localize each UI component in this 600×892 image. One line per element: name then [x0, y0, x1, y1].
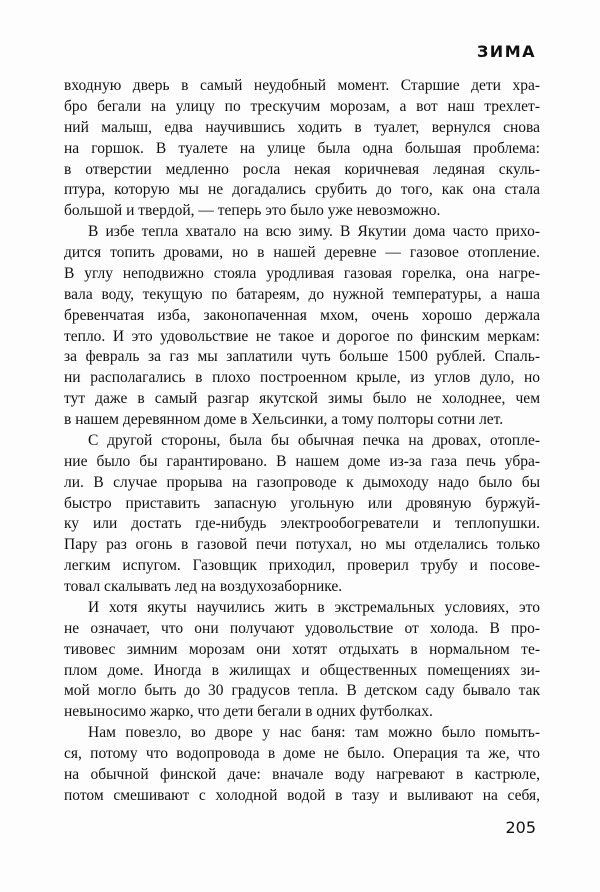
text-line: птура, которую мы не догадались срубить до того, как она стала — [64, 181, 540, 199]
text-line: бревенчатая изба, законопаченная мхом, очень хорошо держала — [64, 306, 540, 324]
text-line: легким испугом. Газовщик приходил, проверил трубу и посове- — [64, 557, 540, 575]
text-line: ние было бы гарантировано. В нашем доме из-за газа печь убра- — [64, 452, 540, 470]
paragraph — [64, 598, 540, 723]
text-line: в нашем деревянном доме в Хельсинки, а тому полторы сотни лет. — [64, 411, 504, 428]
text-line: быстро приставить запасную угольную или дровяную буржуй- — [64, 494, 540, 512]
text-line: дится топить дровами, но в нашей деревне — газовое отопление. — [64, 244, 540, 261]
text-line: в отверстии медленно росла некая коричневая ледяная скуль- — [64, 160, 540, 178]
paragraph — [64, 222, 540, 431]
text-line: ли. В случае прорыва на газопроводе к дымоходу надо было бы — [64, 473, 540, 491]
paragraph — [64, 76, 540, 222]
text-line: товал скалывать лед на воздухозаборнике. — [64, 578, 343, 595]
text-line: мой могло быть до 30 градусов тепла. В детском саду бывало так — [64, 682, 540, 700]
text-line: большой и твердой, — теперь это было уже невозможно. — [64, 202, 441, 220]
text-line: В избе тепла хватало на всю зиму. В Якутии дома часто прихо- — [88, 223, 540, 241]
text-line: за февраль за газ мы заплатили чуть больше 1500 рублей. Спаль- — [64, 348, 540, 366]
text-line: Пару раз огонь в газовой печи потухал, но мы отделались только — [64, 536, 540, 554]
text-line: тут даже в самый разгар якутской зимы было не холоднее, чем — [64, 390, 540, 408]
running-head-title: ЗИМА — [476, 42, 536, 61]
text-line: В углу неподвижно стояла уродливая газовая горелка, она нагре- — [64, 264, 540, 282]
text-line: плом доме. Иногда в жилищах и общественных помещениях зи- — [64, 661, 540, 679]
text-line: ний малыш, едва научившись ходить в туалет, вернулся снова — [64, 118, 540, 136]
page-number: 205 — [505, 818, 536, 837]
text-line: ни располагались в плохо построенном крыле, из углов дуло, но — [64, 369, 540, 387]
paragraph — [64, 431, 540, 598]
text-line: Нам повезло, во дворе у нас баня: там можно было помыть- — [88, 724, 540, 742]
paragraph — [64, 723, 540, 807]
text-line: невыносимо жарко, что дети бегали в одних футболках. — [64, 703, 433, 721]
text-line: ся, потому что водопровода в доме не было. Операция та же, что — [64, 745, 540, 762]
text-line: на горшок. В туалете на улице была одна большая проблема: — [64, 139, 540, 157]
text-line: бро бегали на улицу по трескучим морозам, а вот наш трехлет- — [64, 97, 540, 115]
text-line: тепло. И это удовольствие не такое и дорогое по финским меркам: — [64, 327, 540, 345]
text-line: входную дверь в самый неудобный момент. Старшие дети хра- — [64, 77, 540, 94]
text-line: вала воду, текущую по батареям, до нужной температуры, а наша — [64, 285, 540, 303]
text-line: ку или достать где-нибудь электрообогреватели и теплопушки. — [64, 515, 540, 533]
text-line: не означает, что они получают удовольствие от холода. В про- — [64, 619, 540, 637]
body-text — [64, 76, 540, 807]
text-line: С другой стороны, была бы обычная печка на дровах, отопле- — [88, 431, 540, 449]
text-line: на обычной финской даче: вначале воду нагревают в кастрюле, — [64, 765, 540, 783]
text-line: И хотя якуты научились жить в экстремальных условиях, это — [88, 598, 540, 616]
text-line: потом смешивают с холодной водой в тазу и выливают на себя, — [64, 786, 540, 804]
text-line: тивовес зимним морозам они хотят отдыхать в нормальном те- — [64, 640, 540, 658]
